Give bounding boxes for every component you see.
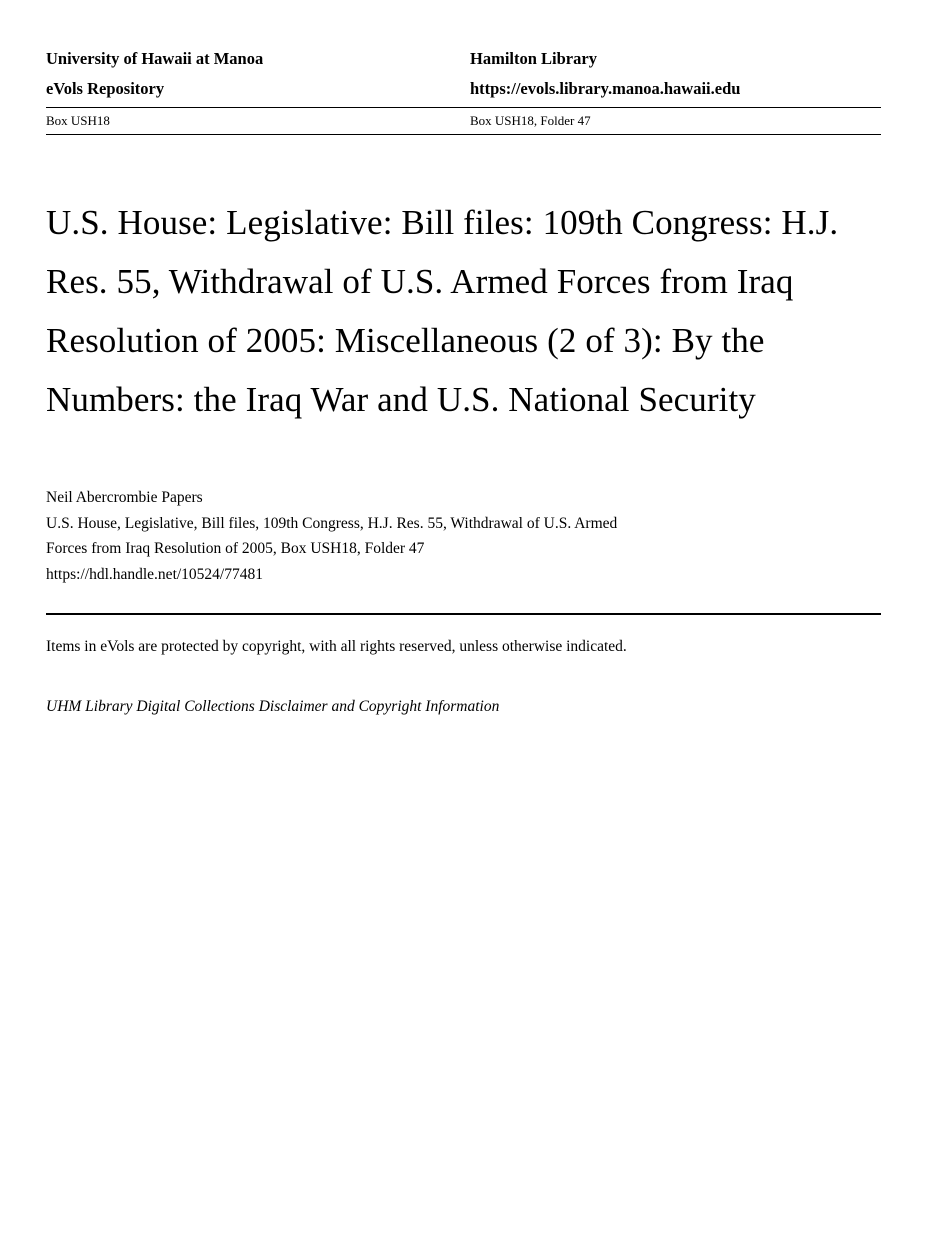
- header-divider-bottom: [46, 134, 881, 135]
- box-label-right: Box USH18, Folder 47: [470, 113, 591, 128]
- library-name: Hamilton Library: [470, 49, 597, 68]
- header-row-institution: [46, 44, 881, 74]
- box-label-left: Box USH18: [46, 113, 110, 128]
- citation-block: [46, 485, 881, 587]
- header-row-box: [46, 108, 881, 134]
- rights-statement: Items in eVols are protected by copyright, with all rights reserved, unless otherwise indicated.: [46, 638, 627, 655]
- cover-page: [0, 44, 927, 1244]
- rights-divider: [46, 613, 881, 615]
- citation-description-line1: U.S. House, Legislative, Bill files, 109th Congress, H.J. Res. 55, Withdrawal of U.S. Armed: [46, 514, 618, 532]
- citation-description-line2: Forces from Iraq Resolution of 2005, Box USH18, Folder 47: [46, 540, 425, 557]
- institution-name: University of Hawaii at Manoa: [46, 49, 264, 68]
- citation-collection: Neil Abercrombie Papers: [46, 489, 203, 506]
- repository-name: eVols Repository: [46, 79, 165, 98]
- citation-handle-url[interactable]: https://hdl.handle.net/10524/77481: [46, 565, 263, 583]
- document-header: [46, 44, 881, 135]
- repository-url[interactable]: https://evols.library.manoa.hawaii.edu: [470, 79, 741, 98]
- page-title: U.S. House: Legislative: Bill files: 109th Congress: H.J. Res. 55, Withdrawal of U.S. Armed Forces from Iraq Resolution of 2005: Miscellaneous (2 of 3): By the Numbers: the Iraq War and U.S. National Security: [46, 203, 839, 419]
- header-row-repository: [46, 74, 881, 104]
- disclaimer-link[interactable]: UHM Library Digital Collections Disclaimer and Copyright Information: [46, 698, 500, 715]
